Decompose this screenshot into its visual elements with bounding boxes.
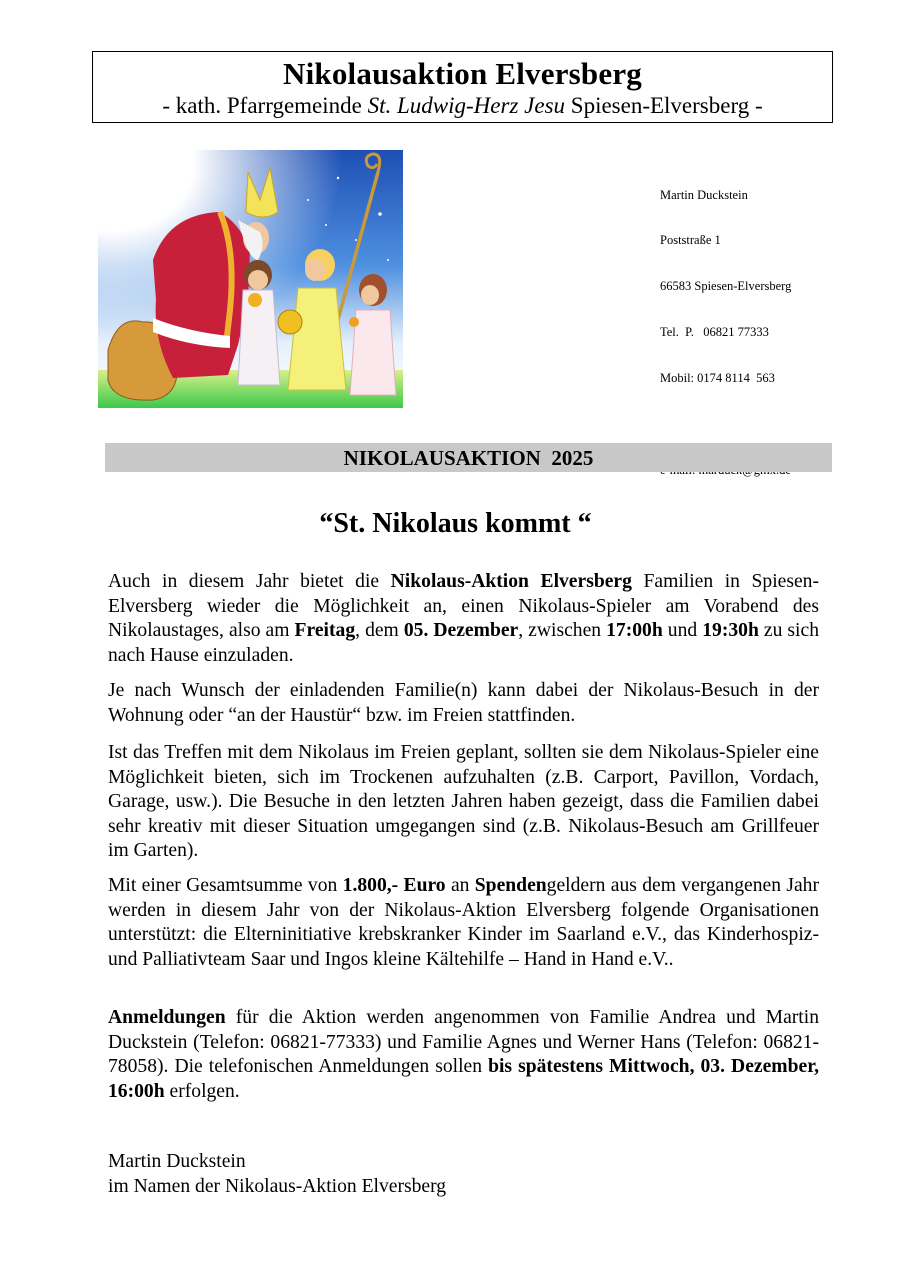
text-run: zu sich nach Hause einzuladen.: [108, 620, 819, 666]
paragraph-text: Je nach Wunsch der einladenden Familie(n) kann dabei der Nikolaus-Besuch in der Wohnung oder “an der Haustür“ bzw. im Freien stattfinden.: [108, 680, 819, 726]
donation-keyword: Spenden: [474, 875, 547, 896]
text-run: Familien in Spiesen-Elversberg wieder die Möglichkeit an, einen Nikolaus-Spieler am Vorabend des Nikolaustages, also am: [108, 571, 819, 641]
event-end-time: 19:30h: [702, 620, 759, 641]
contact-phone: Tel. P. 06821 77333: [660, 325, 769, 340]
paragraph-visit-location: [108, 679, 819, 728]
paragraph-registration: [108, 1006, 819, 1104]
text-run: an: [445, 875, 475, 896]
letterhead-box: [92, 51, 833, 123]
text-run: Auch in diesem Jahr bietet die: [108, 571, 391, 592]
contact-street: Poststraße 1: [660, 233, 721, 248]
subtitle-prefix: - kath. Pfarrgemeinde: [162, 93, 368, 118]
contact-name: Martin Duckstein: [660, 187, 748, 202]
text-run: geldern aus dem vergangenen Jahr werden in diesem Jahr von der Nikolaus-Aktion Elversberg folgende Organisationen unterstützt: die Elterninitiative krebskranker Kinder im Saarland e.V., das Kinderhospiz- und Palliativteam Saar und Ingos kleine Kältehilfe – Hand in Hand e.V..: [108, 875, 819, 970]
paragraph-invitation: [108, 570, 819, 668]
contact-city: 66583 Spiesen-Elversberg: [660, 279, 792, 294]
text-run: und: [662, 620, 703, 641]
contact-mobile: Mobil: 0174 8114 563: [660, 371, 775, 386]
text-run: erfolgen.: [164, 1080, 240, 1102]
registration-deadline: bis spätestens Mittwoch, 03. Dezember, 16:00h: [108, 1056, 819, 1102]
organization-name: Nikolaus-Aktion Elversberg: [390, 571, 632, 592]
section-banner: NIKOLAUSAKTION 2025: [105, 443, 832, 472]
document-title: Nikolausaktion Elversberg: [283, 56, 642, 91]
text-run: für die Aktion werden angenommen von Familie Andrea und Martin Duckstein (Telefon: 06821-77333) und Familie Agnes und Werner Hans (Telefon: 06821-78058). Die telefonischen Anmeldungen sollen: [108, 1007, 819, 1077]
event-weekday: Freitag: [294, 620, 356, 641]
text-run: , zwischen: [518, 620, 607, 641]
registration-keyword: Anmeldungen: [108, 1007, 226, 1028]
signature-on-behalf: im Namen der Nikolaus-Aktion Elversberg: [108, 1176, 447, 1197]
subtitle-suffix: Spiesen-Elversberg -: [565, 93, 763, 118]
donation-amount: 1.800,- Euro: [342, 875, 446, 896]
gift-apple: [248, 293, 262, 307]
event-date: 05. Dezember: [403, 620, 519, 641]
paragraph-text: Ist das Treffen mit dem Nikolaus im Freien geplant, sollten sie dem Nikolaus-Spieler eine Möglichkeit bieten, sich im Trockenen aufzuhalten (z.B. Carport, Pavillon, Vordach, Garage, usw.). Die Besuche in den letzten Jahren haben gezeigt, dass die Familien dabei sehr kreativ mit dieser Situation umgegangen sind (z.B. Nikolaus-Besuch am Grillfeuer im Garten).: [108, 742, 819, 861]
motto-heading: “St. Nikolaus kommt “: [319, 508, 592, 539]
paragraph-donations: [108, 874, 819, 972]
parish-subtitle: [93, 93, 832, 119]
contact-spacer: [660, 417, 791, 432]
text-run: Mit einer Gesamtsumme von: [108, 875, 343, 896]
gift-bag: [278, 310, 302, 334]
event-start-time: 17:00h: [606, 620, 663, 641]
nikolaus-illustration: [98, 150, 403, 408]
parish-name: St. Ludwig-Herz Jesu: [367, 93, 566, 118]
text-run: , dem: [355, 620, 404, 641]
child-2-gown: [288, 288, 346, 390]
signature-name: Martin Duckstein: [108, 1151, 246, 1172]
paragraph-outdoor-meeting: [108, 741, 819, 864]
signature-block: [108, 1149, 446, 1199]
